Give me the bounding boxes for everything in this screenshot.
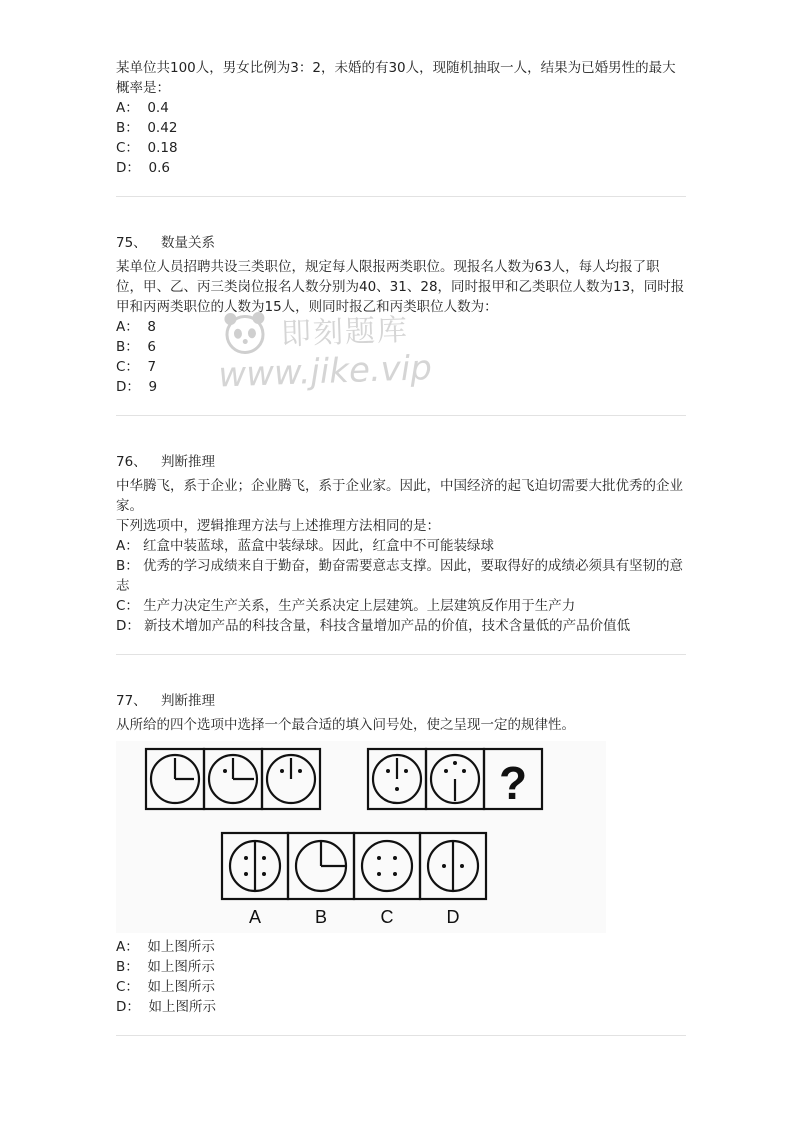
option-c[interactable]: C： 生产力决定生产关系，生产关系决定上层建筑。上层建筑反作用于生产力 — [116, 598, 576, 614]
watermark-cn: 即刻题库 — [280, 312, 410, 353]
option-b[interactable]: B： 如上图所示 — [116, 959, 215, 975]
option-a[interactable]: A： 如上图所示 — [116, 939, 215, 955]
question-mark: ? — [498, 757, 528, 809]
divider — [116, 654, 686, 655]
option-b[interactable]: B： 6 — [116, 339, 156, 355]
question-category: 数量关系 — [160, 235, 215, 251]
question-category: 判断推理 — [160, 693, 215, 709]
choice-b-label: B — [314, 907, 328, 927]
option-d[interactable]: D： 9 — [116, 379, 158, 395]
question-number: 77、 — [116, 693, 147, 709]
question-page — [116, 58, 686, 1072]
pattern-figure — [116, 741, 606, 933]
option-b[interactable]: B： 优秀的学习成绩来自于勤奋，勤奋需要意志支撑。因此，要取得好的成绩必须具有坚韧的意志 — [116, 558, 684, 594]
divider — [116, 196, 686, 197]
option-c[interactable]: C： 如上图所示 — [116, 979, 216, 995]
question-stem: 从所给的四个选项中选择一个最合适的填入问号处，使之呈现一定的规律性。 — [116, 717, 575, 733]
question-header — [116, 233, 686, 253]
divider — [116, 415, 686, 416]
option-d[interactable]: D： 如上图所示 — [116, 999, 216, 1015]
question-stem: 中华腾飞，系于企业；企业腾飞，系于企业家。因此，中国经济的起飞迫切需要大批优秀的企业家。 — [116, 478, 683, 514]
divider — [116, 1035, 686, 1036]
option-a[interactable]: A： 红盒中装蓝球，蓝盒中装绿球。因此，红盒中不可能装绿球 — [116, 538, 495, 554]
option-b[interactable]: B： 0.42 — [116, 120, 178, 136]
question-header — [116, 452, 686, 472]
question-75 — [116, 233, 686, 397]
question-header — [116, 691, 686, 711]
option-a[interactable]: A： 8 — [116, 319, 156, 335]
question-category: 判断推理 — [160, 454, 215, 470]
option-c[interactable]: C： 0.18 — [116, 140, 178, 156]
question-stem: 某单位人员招聘共设三类职位，规定每人限报两类职位。现报名人数为63人，每人均报了职位，甲、乙、丙三类岗位报名人数分别为40、31、28，同时报甲和乙类职位人数为13，同时报甲和丙两类职位的人数为15人，则同时报乙和丙类职位人数为： — [116, 259, 685, 315]
question-76 — [116, 452, 686, 636]
option-a[interactable]: A： 0.4 — [116, 100, 169, 116]
question-prompt: 下列选项中，逻辑推理方法与上述推理方法相同的是： — [116, 518, 440, 534]
choice-c-label: C — [380, 907, 394, 927]
question-stem: 某单位共100人，男女比例为3：2，未婚的有30人，现随机抽取一人，结果为已婚男性的最大概率是： — [116, 60, 676, 96]
question-74 — [116, 58, 686, 178]
option-d[interactable]: D： 新技术增加产品的科技含量，科技含量增加产品的价值，技术含量低的产品价值低 — [116, 618, 631, 634]
option-c[interactable]: C： 7 — [116, 359, 157, 375]
question-number: 76、 — [116, 454, 147, 470]
question-77 — [116, 691, 686, 1017]
option-d[interactable]: D： 0.6 — [116, 160, 170, 176]
choice-d-label: D — [446, 907, 460, 927]
question-number: 75、 — [116, 235, 147, 251]
choice-a-label: A — [248, 907, 262, 927]
watermark-en: www.jike.vip — [217, 348, 433, 396]
